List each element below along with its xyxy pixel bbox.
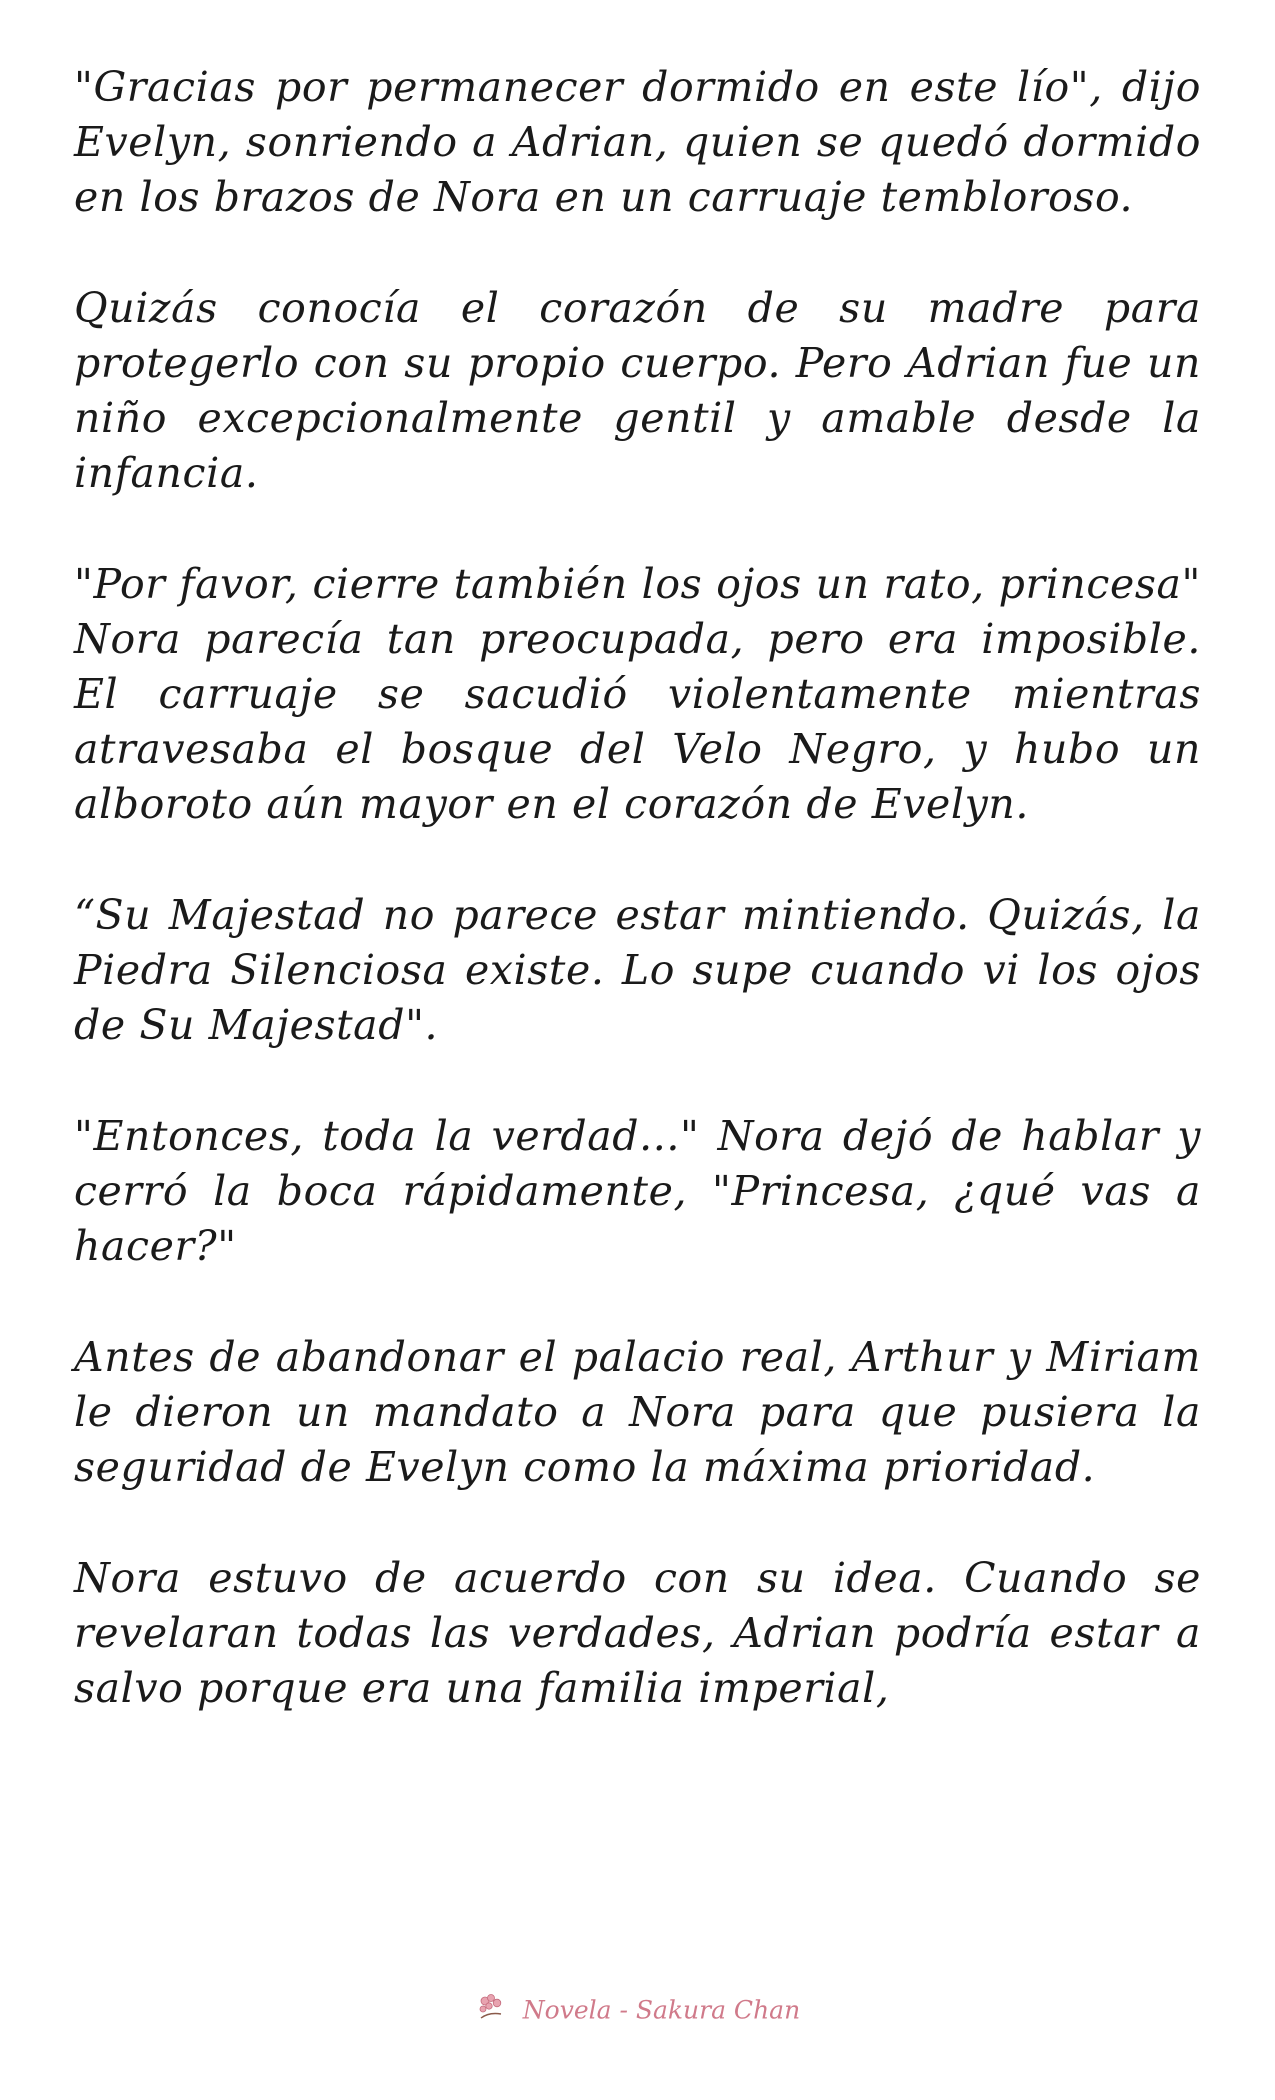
paragraph-6: Antes de abandonar el palacio real, Arthur y Miriam le dieron un mandato a Nora para que pusiera la seguridad de Evelyn como la máxima prioridad. xyxy=(74,1333,1201,1491)
paragraph-2: Quizás conocía el corazón de su madre para protegerlo con su propio cuerpo. Pero Adrian fue un niño excepcionalmente gentil y amable desde la infancia. xyxy=(74,284,1201,497)
paragraph-5: "Entonces, toda la verdad..." Nora dejó de hablar y cerró la boca rápidamente, "Princesa, ¿qué vas a hacer?" xyxy=(74,1112,1201,1270)
document-body xyxy=(74,60,1201,1772)
paragraph-7: Nora estuvo de acuerdo con su idea. Cuando se revelaran todas las verdades, Adrian podría estar a salvo porque era una familia imperial, xyxy=(74,1554,1201,1712)
paragraph-4: “Su Majestad no parece estar mintiendo. Quizás, la Piedra Silenciosa existe. Lo supe cuando vi los ojos de Su Majestad". xyxy=(74,891,1201,1049)
sakura-flower-icon xyxy=(475,1992,509,2028)
watermark-label: Novela - Sakura Chan xyxy=(522,1995,801,2025)
paragraph-3: "Por favor, cierre también los ojos un rato, princesa" Nora parecía tan preocupada, pero era imposible. El carruaje se sacudió violentamente mientras atravesaba el bosque del Velo Negro, y hubo un alboroto aún mayor en el corazón de Evelyn. xyxy=(74,560,1201,828)
paragraph-1: "Gracias por permanecer dormido en este lío", dijo Evelyn, sonriendo a Adrian, quien se quedó dormido en los brazos de Nora en un carruaje tembloroso. xyxy=(74,63,1201,221)
footer-watermark xyxy=(0,1992,1275,2028)
